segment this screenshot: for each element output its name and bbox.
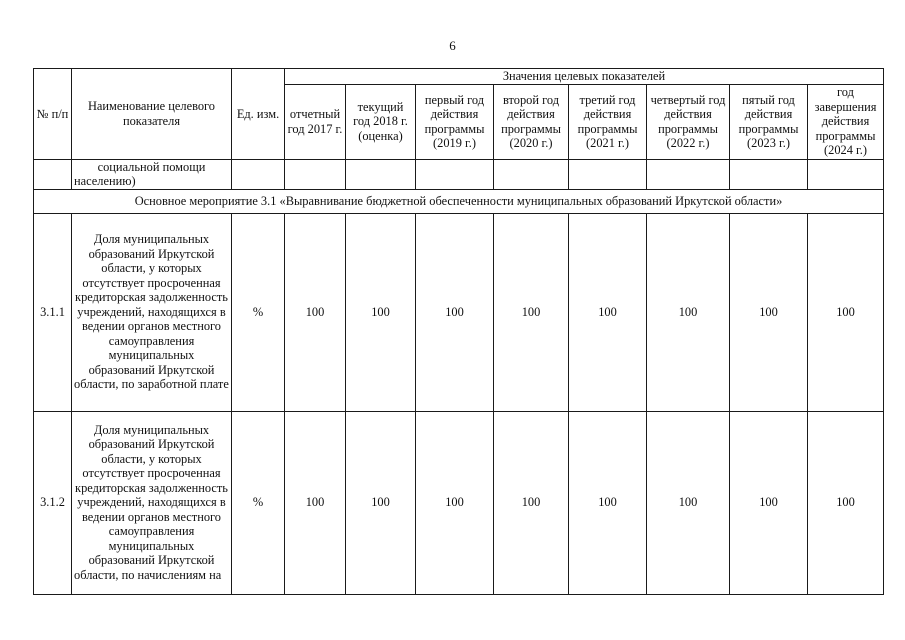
- row-number: 3.1.1: [34, 213, 72, 411]
- header-year-2021: третий год действия программы (2021 г.): [569, 84, 647, 159]
- value-2018: 100: [346, 213, 416, 411]
- value-2024: 100: [808, 213, 884, 411]
- continuation-value: [647, 159, 730, 189]
- continuation-value: [346, 159, 416, 189]
- table-row: [34, 411, 884, 594]
- value-2021: 100: [569, 411, 647, 594]
- value-2017: 100: [285, 411, 346, 594]
- header-year-2017: отчетный год 2017 г.: [285, 84, 346, 159]
- value-2022: 100: [647, 213, 730, 411]
- continuation-value: [285, 159, 346, 189]
- header-year-2022: четвертый год действия программы (2022 г.): [647, 84, 730, 159]
- value-2021: 100: [569, 213, 647, 411]
- indicator-unit: %: [232, 213, 285, 411]
- value-2017: 100: [285, 213, 346, 411]
- continuation-no: [34, 159, 72, 189]
- value-2023: 100: [730, 213, 808, 411]
- header-unit: Ед. изм.: [232, 69, 285, 160]
- header-name: Наименование целевого показателя: [72, 69, 232, 160]
- continuation-value: [569, 159, 647, 189]
- section-title: Основное мероприятие 3.1 «Выравнивание бюджетной обеспеченности муниципальных образований Иркутской области»: [34, 189, 884, 213]
- continuation-value: [494, 159, 569, 189]
- section-row: [34, 189, 884, 213]
- continuation-value: [416, 159, 494, 189]
- value-2019: 100: [416, 411, 494, 594]
- table-row: [34, 213, 884, 411]
- header-year-2019: первый год действия программы (2019 г.): [416, 84, 494, 159]
- value-2019: 100: [416, 213, 494, 411]
- continuation-value: [730, 159, 808, 189]
- page-number: 6: [449, 38, 456, 53]
- continuation-row: [34, 159, 884, 189]
- indicator-unit: %: [232, 411, 285, 594]
- value-2020: 100: [494, 213, 569, 411]
- continuation-value: [808, 159, 884, 189]
- indicator-name: Доля муниципальных образований Иркутской области, у которых отсутствует просроченная кредиторская задолженность учреждений, находящихся в ведении органов местного самоуправления муниципальных образований Иркутской области, по заработной плате: [72, 213, 232, 411]
- value-2018: 100: [346, 411, 416, 594]
- header-row-1: [34, 69, 884, 85]
- header-year-2023: пятый год действия программы (2023 г.): [730, 84, 808, 159]
- continuation-unit: [232, 159, 285, 189]
- indicators-table: [33, 68, 884, 595]
- header-year-2024: год завершения действия программы (2024 г.): [808, 84, 884, 159]
- value-2020: 100: [494, 411, 569, 594]
- header-values-group: Значения целевых показателей: [285, 69, 884, 85]
- value-2023: 100: [730, 411, 808, 594]
- header-year-2018: текущий год 2018 г. (оценка): [346, 84, 416, 159]
- value-2022: 100: [647, 411, 730, 594]
- value-2024: 100: [808, 411, 884, 594]
- row-number: 3.1.2: [34, 411, 72, 594]
- header-no: № п/п: [34, 69, 72, 160]
- continuation-name: социальной помощи населению): [72, 159, 232, 189]
- indicator-name: Доля муниципальных образований Иркутской области, у которых отсутствует просроченная кредиторская задолженность учреждений, находящихся в ведении органов местного самоуправления муниципальных образований Иркутской области, по начислениям на: [72, 411, 232, 594]
- header-year-2020: второй год действия программы (2020 г.): [494, 84, 569, 159]
